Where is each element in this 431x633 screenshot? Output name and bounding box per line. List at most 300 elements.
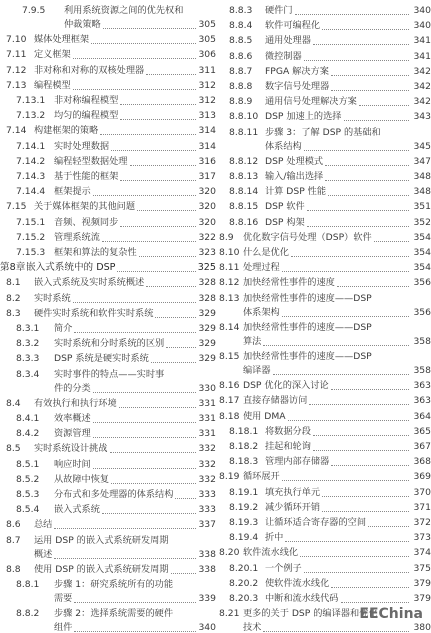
toc-entry-number: 8.18 (219, 410, 240, 422)
toc-entry-title: 将数据分段 (265, 425, 311, 437)
toc-entry-page: 340 (413, 5, 431, 16)
toc-entry-page: 312 (198, 95, 216, 106)
dot-leader (331, 90, 409, 91)
toc-entry-number: 8.14 (219, 321, 240, 333)
toc-entry-number: 8.8.4 (229, 20, 253, 32)
dot-leader (91, 43, 196, 44)
toc-entry-page: 348 (413, 186, 431, 198)
dot-leader (100, 134, 196, 135)
toc-entry-title: 折中 (265, 532, 284, 544)
toc-entry-title: 仲裁策略 (64, 19, 101, 30)
dot-leader (331, 389, 409, 390)
toc-entry-title: 编程轻型数据处理 (54, 155, 128, 167)
toc-entry-page: 331 (198, 397, 216, 409)
dot-leader (110, 452, 196, 453)
toc-entry-title: DSP 构架 (265, 216, 305, 228)
toc-entry-number: 8.8.1 (16, 579, 40, 590)
toc-entry-number: 7.15 (6, 201, 27, 213)
dot-leader (313, 435, 409, 436)
toc-entry-number: 7.15.3 (16, 247, 46, 258)
toc-entry-number: 8.18.3 (229, 456, 259, 468)
toc-entry-page: 367 (413, 441, 431, 452)
toc-entry-page: 369 (413, 471, 431, 483)
toc-entry-page: 368 (413, 456, 431, 468)
toc-entry-number: 8.19.3 (229, 517, 259, 528)
dot-leader (175, 498, 196, 499)
toc-entry-page: 333 (198, 489, 216, 500)
toc-entry-number: 8.7 (6, 534, 21, 546)
toc-entry-number: 7.9.5 (22, 5, 46, 16)
toc-entry-page: 354 (413, 247, 431, 258)
dot-leader (151, 362, 196, 363)
toc-entry-title: 更多的关于 DSP 的编译器和优化 (243, 608, 378, 620)
dot-leader (73, 58, 196, 59)
toc-entry-title: 响应时间 (54, 458, 91, 470)
toc-entry-page: 379 (413, 593, 431, 604)
toc-entry-title: 需要 (54, 593, 73, 604)
toc-entry-title: 体系结构 (265, 140, 302, 152)
dot-leader (120, 119, 196, 120)
toc-entry-number: 7.13 (6, 79, 27, 91)
toc-entry-title: 一个例子 (265, 562, 302, 574)
dot-leader (73, 89, 196, 90)
toc-entry-page: 331 (198, 428, 216, 440)
toc-entry-page: 320 (198, 216, 216, 228)
dot-leader (171, 573, 196, 574)
toc-entry-title: 嵌入式系统中的 DSP (26, 262, 116, 274)
toc-entry-page: 379 (413, 577, 431, 589)
dot-leader (111, 150, 196, 151)
dot-leader (146, 74, 196, 75)
toc-entry-page: 329 (198, 307, 216, 319)
toc-entry-number: 8.8.12 (229, 155, 259, 167)
toc-entry-number: 8.8 (6, 563, 21, 575)
toc-entry-page: 314 (198, 140, 216, 152)
toc-entry-page: 341 (413, 35, 431, 47)
toc-entry-number: 8.10 (219, 247, 240, 258)
toc-entry-title: 填充执行单元 (265, 486, 321, 498)
toc-entry-title: 中断和流水线代码 (265, 593, 339, 604)
toc-entry-title: 优化数字信号处理（DSP）软件 (243, 231, 372, 243)
dot-leader (322, 496, 409, 497)
toc-entry-page: 328 (198, 292, 216, 304)
toc-entry-title: 框架和算法的复杂性 (54, 247, 137, 258)
toc-entry-number: 8.12 (219, 277, 240, 289)
toc-entry-number: 8.8.6 (229, 50, 253, 62)
toc-entry-title: 挂起和轮询 (265, 441, 311, 452)
toc-entry-title: 算法 (243, 335, 262, 347)
toc-entry-page: 356 (413, 277, 431, 289)
dot-leader (291, 256, 409, 257)
toc-entry-title: 音频、视频同步 (54, 216, 119, 228)
toc-entry-page: 322 (198, 231, 216, 243)
toc-entry-title: 实时系统设计挑战 (34, 443, 108, 455)
toc-entry-page: 375 (413, 562, 431, 574)
toc-entry-number: 8.8.3 (229, 5, 253, 16)
toc-entry-title: 嵌入式系统 (54, 504, 100, 516)
toc-entry-number: 8.8.15 (229, 201, 259, 213)
toc-entry-title: 利用系统资源之间的优先权和 (64, 5, 184, 16)
toc-entry-title: 实时处理数据 (54, 140, 110, 152)
toc-entry-page: 364 (413, 410, 431, 422)
toc-entry-page: 358 (413, 335, 431, 347)
toc-entry-number: 8.13 (219, 292, 240, 304)
dot-leader (166, 347, 196, 348)
toc-entry-page: 320 (198, 186, 216, 198)
toc-entry-title: 什么是优化 (243, 247, 289, 258)
toc-entry-page: 338 (198, 563, 216, 575)
toc-entry-title: 计算 DSP 性能 (265, 186, 327, 198)
dot-leader (313, 450, 409, 451)
toc-entry-number: 7.11 (6, 49, 27, 61)
toc-entry-page: 342 (413, 96, 431, 108)
toc-entry-number: 7.13.1 (16, 95, 46, 106)
toc-entry-number: 7.15.1 (16, 216, 46, 228)
toc-entry-number: 8.16 (219, 380, 240, 392)
toc-entry-number: 7.13.2 (16, 110, 46, 122)
toc-entry-title: DSP 优化的深入讨论 (243, 380, 329, 392)
toc-entry-page: 351 (413, 201, 431, 213)
toc-entry-number: 8.5 (6, 443, 21, 455)
dot-leader (119, 407, 196, 408)
toc-entry-title: 定义框架 (34, 49, 71, 61)
toc-entry-number: 8.8.13 (229, 171, 259, 182)
dot-leader (117, 271, 196, 272)
toc-entry-page: 354 (413, 262, 431, 274)
toc-entry-title: 微控制器 (265, 50, 302, 62)
dot-leader (102, 241, 196, 242)
toc-entry-page: 372 (413, 517, 431, 528)
toc-entry-title: 加快经常性事件的速度 (243, 277, 335, 289)
toc-entry-page: 363 (413, 395, 431, 407)
toc-entry-number: 7.14 (6, 125, 27, 137)
dot-leader (111, 483, 196, 484)
toc-entry-number: 8.9 (219, 231, 234, 243)
toc-entry-number: 第8章 (0, 262, 26, 274)
toc-entry-number: 8.18.1 (229, 425, 259, 437)
toc-entry-number: 8.20.3 (229, 593, 259, 604)
toc-entry-title: 步骤 2：选择系统需要的硬件 (54, 608, 174, 620)
toc-entry-page: 305 (198, 34, 216, 46)
toc-entry-number: 8.3 (6, 307, 21, 319)
toc-entry-title: 实时系统和分时系统的区别 (54, 338, 165, 350)
dot-leader (93, 392, 196, 393)
toc-entry-page: 342 (413, 81, 431, 92)
dot-leader (304, 572, 409, 573)
toc-entry-title: FPGA 解决方案 (265, 65, 329, 77)
toc-entry-page: 340 (413, 20, 431, 32)
dot-leader (273, 374, 409, 375)
dot-leader (322, 511, 409, 512)
dot-leader (155, 317, 196, 318)
dot-leader (120, 180, 196, 181)
toc-entry-number: 8.5.2 (16, 473, 40, 485)
toc-entry-number: 8.20.2 (229, 577, 259, 589)
toc-entry-page: 328 (198, 277, 216, 289)
dot-leader (331, 75, 409, 76)
dot-leader (102, 513, 196, 514)
toc-entry-number: 8.19.2 (229, 501, 259, 513)
toc-entry-page: 333 (198, 504, 216, 516)
toc-entry-page: 370 (413, 486, 431, 498)
toc-entry-number: 8.17 (219, 395, 240, 407)
toc-entry-page: 342 (413, 65, 431, 77)
dot-leader (341, 602, 409, 603)
toc-entry-page: 332 (198, 458, 216, 470)
dot-leader (322, 29, 409, 30)
dot-leader (282, 316, 409, 317)
dot-leader (295, 14, 409, 15)
toc-entry-number: 8.6 (6, 519, 21, 531)
dot-leader (74, 332, 196, 333)
toc-entry-page: 331 (198, 413, 216, 424)
toc-entry-title: 体系架构 (243, 306, 280, 318)
toc-entry-page: 314 (198, 125, 216, 137)
toc-entry-page: 347 (413, 155, 431, 167)
dot-leader (93, 437, 196, 438)
toc-entry-title: 硬件实时系统和软件实时系统 (34, 307, 154, 319)
dot-leader (304, 60, 409, 61)
toc-entry-number: 8.18.2 (229, 441, 259, 452)
toc-entry-number: 8.5.1 (16, 458, 40, 470)
toc-entry-title: 通用处理器 (265, 35, 311, 47)
dot-leader (331, 587, 409, 588)
toc-entry-title: 软件可编程化 (265, 20, 321, 32)
toc-entry-title: 管理内部存储器 (265, 456, 330, 468)
toc-entry-number: 8.11 (219, 262, 240, 274)
toc-entry-title: DSP 加速上的选择 (265, 111, 342, 123)
dot-leader (93, 195, 196, 196)
toc-entry-title: 运用 DSP 的嵌入式系统研发周期 (34, 534, 169, 546)
toc-entry-number: 8.1 (6, 277, 21, 289)
toc-entry-number: 8.19.1 (229, 486, 259, 498)
dot-leader (359, 105, 409, 106)
toc-entry-title: 编译器 (243, 365, 271, 376)
toc-entry-page: 337 (198, 519, 216, 531)
dot-leader (263, 631, 409, 632)
toc-entry-page: 365 (413, 425, 431, 437)
toc-entry-page: 311 (198, 64, 216, 76)
toc-entry-title: DSP 软件 (265, 201, 305, 213)
toc-entry-title: 从故障中恢复 (54, 473, 110, 485)
dot-leader (307, 210, 409, 211)
toc-entry-number: 8.20 (219, 547, 240, 559)
toc-entry-title: 步骤 3：了解 DSP 的基础和 (265, 126, 381, 138)
toc-entry-number: 8.4.2 (16, 428, 40, 440)
watermark: EEChina (359, 606, 423, 622)
dot-leader (139, 256, 196, 257)
toc-entry-number: 8.5.3 (16, 489, 40, 500)
toc-entry-title: DSP 处理模式 (265, 155, 324, 167)
dot-leader (282, 271, 409, 272)
dot-leader (325, 165, 409, 166)
toc-entry-title: 实时系统 (34, 292, 71, 304)
dot-leader (93, 468, 196, 469)
toc-entry-title: 非对称编程模型 (54, 95, 119, 106)
toc-entry-page: 374 (413, 547, 431, 559)
toc-entry-title: 加快经常性事件的速度——DSP (243, 351, 372, 362)
toc-entry-title: 减少循环开销 (265, 501, 321, 513)
toc-entry-page: 363 (413, 380, 431, 392)
toc-entry-page: 348 (413, 171, 431, 182)
dot-leader (307, 226, 409, 227)
toc-entry-page: 340 (198, 622, 216, 633)
dot-leader (313, 44, 409, 45)
dot-leader (368, 526, 409, 527)
toc-entry-number: 8.19 (219, 471, 240, 483)
toc-entry-title: 效率概述 (54, 413, 91, 424)
toc-entry-page: 371 (413, 501, 431, 513)
dot-leader (304, 150, 409, 151)
dot-leader (54, 528, 196, 529)
toc-entry-page: 345 (413, 140, 431, 152)
toc-entry-title: 直接存储器访问 (243, 395, 308, 407)
toc-entry-number: 8.3.3 (16, 353, 40, 365)
toc-entry-title: 步骤 1：研究系统所有的功能 (54, 579, 174, 590)
toc-entry-page: 343 (413, 111, 431, 123)
toc-entry-page: 341 (413, 50, 431, 62)
dot-leader (93, 422, 196, 423)
toc-entry-number: 7.10 (6, 34, 27, 46)
toc-entry-title: 有效执行和执行环境 (34, 397, 117, 409)
dot-leader (54, 558, 196, 559)
toc-entry-page: 329 (198, 353, 216, 365)
toc-entry-number: 7.15.2 (16, 231, 46, 243)
dot-leader (344, 120, 409, 121)
toc-entry-number: 8.4.1 (16, 413, 40, 424)
dot-leader (325, 180, 409, 181)
toc-entry-page: 352 (413, 216, 431, 228)
toc-entry-title: 数字信号处理器 (265, 81, 330, 92)
toc-entry-page: 332 (198, 473, 216, 485)
toc-entry-number: 8.8.2 (16, 608, 40, 620)
dot-leader (282, 480, 409, 481)
toc-entry-title: 管理系统流 (54, 231, 100, 243)
toc-entry-title: 处理过程 (243, 262, 280, 274)
toc-entry-number: 7.14.2 (16, 155, 46, 167)
toc-entry-number: 8.8.16 (229, 216, 259, 228)
toc-entry-page: 316 (198, 155, 216, 167)
toc-entry-page: 380 (413, 622, 431, 633)
dot-leader (337, 286, 409, 287)
toc-entry-title: 框架提示 (54, 186, 91, 198)
toc-entry-page: 356 (413, 306, 431, 318)
dot-leader (137, 210, 196, 211)
toc-entry-number: 8.8.7 (229, 65, 253, 77)
toc-entry-title: 组件 (54, 622, 73, 633)
toc-entry-number: 7.14.1 (16, 140, 46, 152)
toc-entry-page: 329 (198, 323, 216, 334)
toc-entry-number: 8.3.1 (16, 323, 40, 334)
toc-entry-page: 306 (198, 49, 216, 61)
toc-entry-title: 实时事件的特点——实时事 (54, 368, 165, 380)
toc-entry-page: 317 (198, 171, 216, 182)
toc-entry-number: 8.4 (6, 397, 21, 409)
toc-entry-title: 技术 (243, 622, 262, 633)
toc-entry-title: 件的分类 (54, 382, 91, 394)
toc-entry-page: 373 (413, 532, 431, 544)
toc-entry-number: 8.8.10 (229, 111, 259, 123)
dot-leader (288, 420, 409, 421)
toc-entry-number: 8.8.8 (229, 81, 253, 92)
toc-entry-title: 概述 (34, 548, 53, 560)
toc-entry-page: 358 (413, 365, 431, 376)
toc-entry-page: 338 (198, 548, 216, 560)
toc-entry-title: 加快经常性事件的速度——DSP (243, 292, 372, 304)
toc-entry-number: 8.8.11 (229, 126, 259, 138)
dot-leader (300, 556, 409, 557)
toc-entry-title: 加快经常性事件的速度——DSP (243, 321, 372, 333)
toc-entry-number: 8.19.4 (229, 532, 259, 544)
toc-entry-title: 让循环适合寄存器的空间 (265, 517, 367, 528)
dot-leader (263, 345, 409, 346)
dot-leader (146, 286, 196, 287)
dot-leader (120, 226, 196, 227)
dot-leader (309, 404, 409, 405)
dot-leader (73, 302, 196, 303)
dot-leader (374, 241, 409, 242)
toc-entry-title: 资源管理 (54, 428, 91, 440)
toc-entry-title: 简介 (54, 323, 73, 334)
toc-entry-number: 8.8.9 (229, 96, 253, 108)
toc-entry-title: DSP 系统是硬实时系统 (54, 353, 149, 365)
toc-entry-page: 325 (197, 262, 216, 274)
toc-entry-number: 8.15 (219, 351, 240, 362)
dot-leader (328, 195, 409, 196)
dot-leader (130, 165, 196, 166)
toc-entry-title: 编程模型 (34, 79, 71, 91)
dot-leader (103, 28, 196, 29)
toc-entry-number: 8.5.4 (16, 504, 40, 516)
toc-entry-page: 332 (198, 443, 216, 455)
toc-entry-title: 输入/输出选择 (265, 171, 324, 182)
toc-entry-number: 8.20.1 (229, 562, 259, 574)
toc-entry-number: 8.21 (219, 608, 240, 620)
toc-entry-title: 软件流水线化 (243, 547, 299, 559)
toc-entry-title: 使软件流水线化 (265, 577, 330, 589)
toc-entry-number: 7.14.4 (16, 186, 46, 198)
toc-entry-number: 7.12 (6, 64, 27, 76)
toc-entry-title: 基于性能的框架 (54, 171, 119, 182)
dot-leader (74, 602, 196, 603)
toc-entry-title: 均匀的编程模型 (54, 110, 119, 122)
toc-entry-number: 8.3.2 (16, 338, 40, 350)
toc-entry-page: 313 (198, 110, 216, 122)
toc-entry-title: 媒体处理框架 (34, 34, 90, 46)
toc-entry-title: 分布式和多处理器的体系结构 (54, 489, 174, 500)
toc-entry-title: 循环展开 (243, 471, 280, 483)
toc-entry-page: 305 (198, 19, 216, 30)
toc-entry-title: 构建框架的策略 (34, 125, 99, 137)
toc-entry-title: 关于媒体框架的其他问题 (34, 201, 136, 213)
toc-entry-page: 329 (198, 338, 216, 350)
dot-leader (74, 631, 196, 632)
toc-entry-number: 8.2 (6, 292, 21, 304)
toc-entry-page: 323 (198, 247, 216, 258)
dot-leader (120, 104, 196, 105)
toc-entry-title: 总结 (34, 519, 53, 531)
dot-leader (285, 541, 409, 542)
toc-entry-page: 330 (198, 382, 216, 394)
toc-entry-title: 非对称和对称的双核处理器 (34, 64, 145, 76)
toc-entry-page: 312 (198, 79, 216, 91)
toc-entry-page: 354 (413, 231, 431, 243)
toc-entry-title: 使用 DSP 的嵌入式系统研发周期 (34, 563, 169, 575)
toc-entry-title: 嵌入式系统及实时系统概述 (34, 277, 145, 289)
toc-entry-page: 339 (198, 593, 216, 604)
toc-entry-number: 8.8.5 (229, 35, 253, 47)
toc-entry-title: 硬件门 (265, 5, 293, 16)
